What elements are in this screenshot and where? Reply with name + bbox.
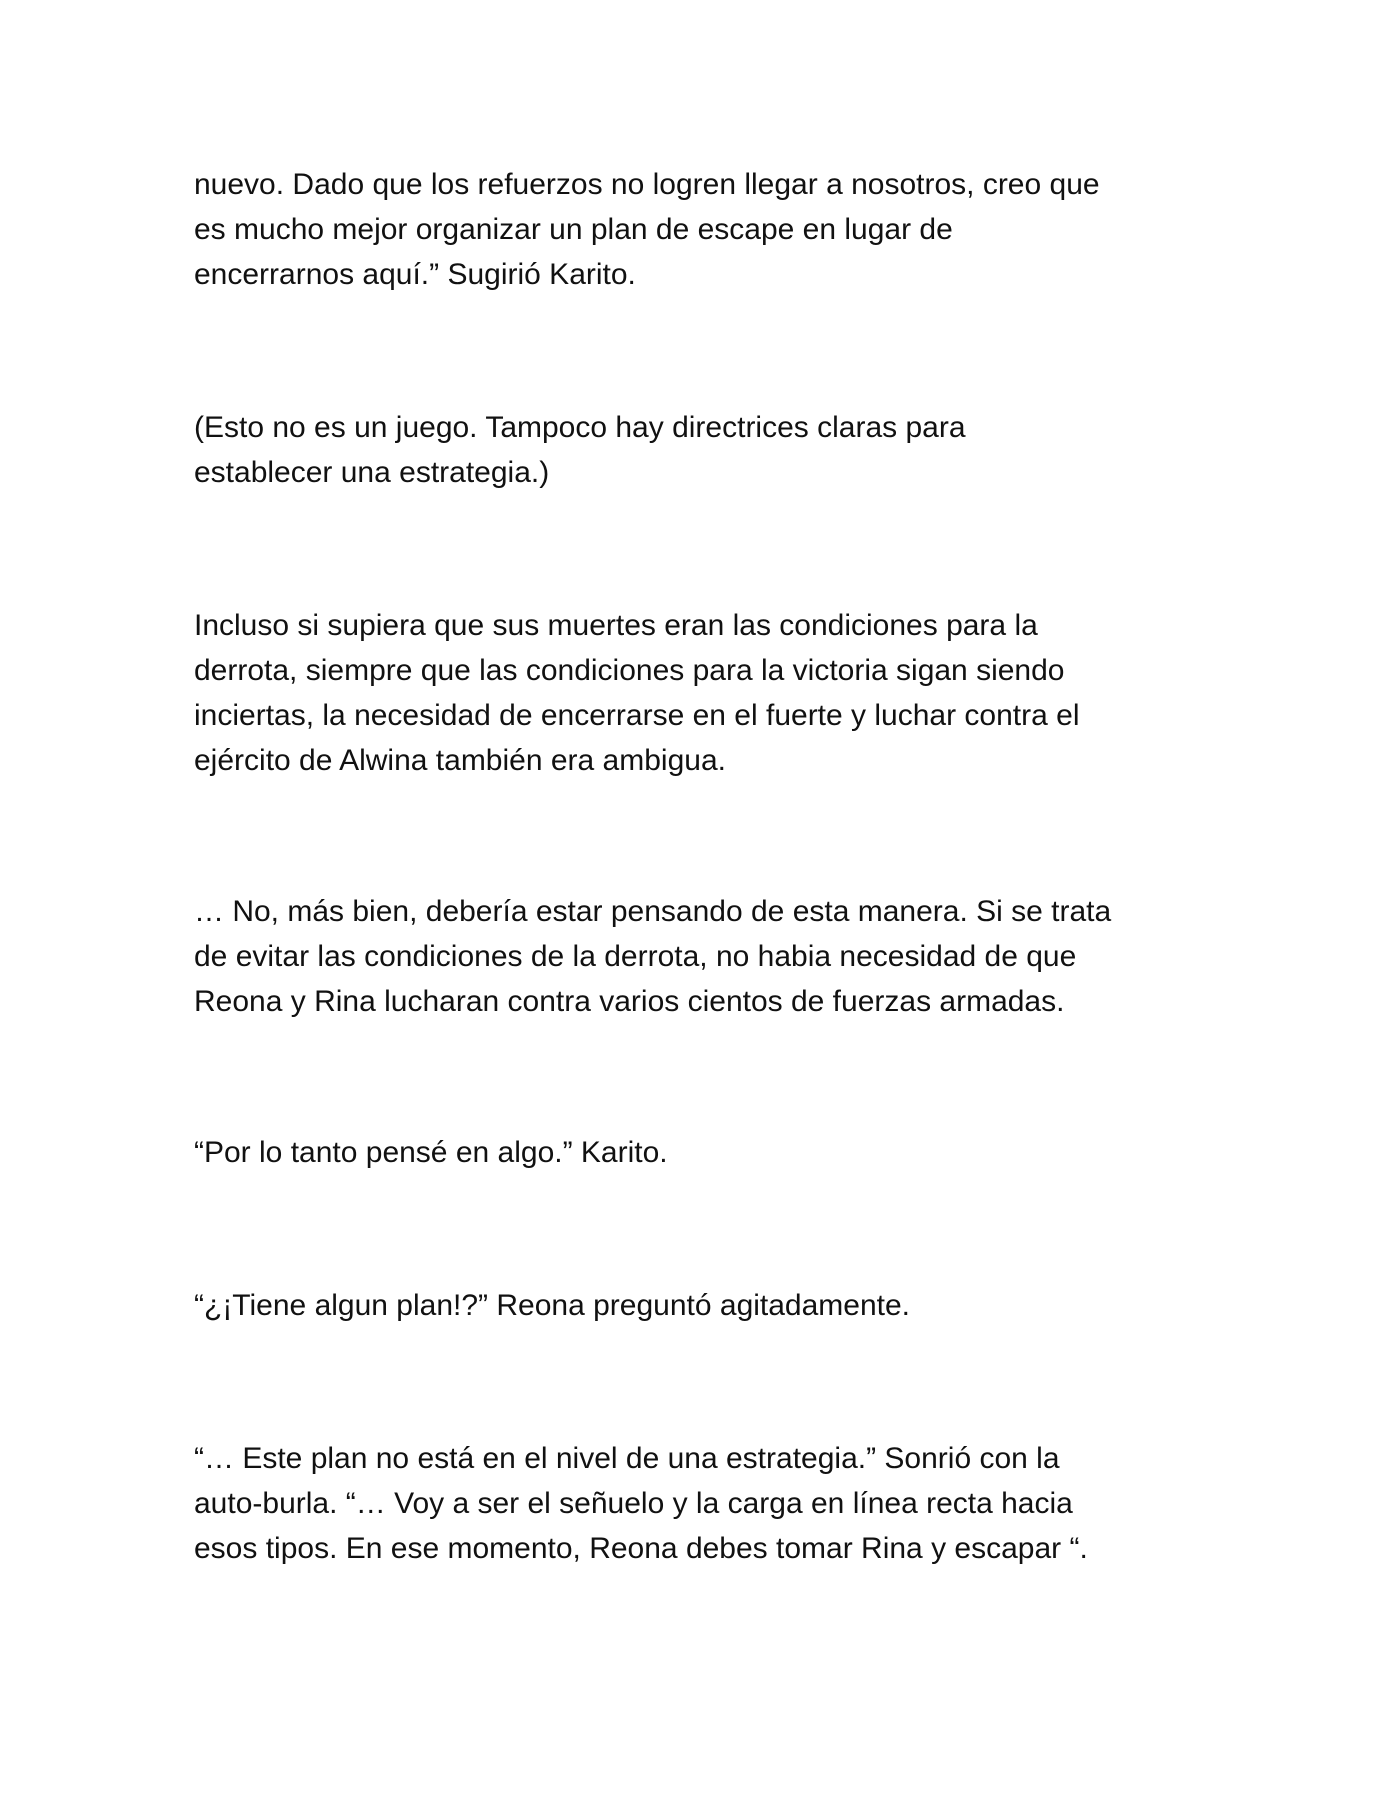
- paragraph-line: de evitar las condiciones de la derrota, no habia necesidad de que: [194, 940, 1077, 973]
- paragraph-line: derrota, siempre que las condiciones para la victoria sigan siendo: [194, 654, 1065, 687]
- paragraph-line: “Por lo tanto pensé en algo.” Karito.: [194, 1136, 668, 1169]
- paragraph-line: (Esto no es un juego. Tampoco hay directrices claras para: [194, 411, 966, 444]
- paragraph-line: Incluso si supiera que sus muertes eran las condiciones para la: [194, 609, 1038, 642]
- paragraph-line: esos tipos. En ese momento, Reona debes tomar Rina y escapar “.: [194, 1532, 1088, 1565]
- paragraph-line: inciertas, la necesidad de encerrarse en el fuerte y luchar contra el: [194, 699, 1080, 732]
- paragraph-line: nuevo. Dado que los refuerzos no logren llegar a nosotros, creo que: [194, 168, 1100, 201]
- paragraph-1: [194, 162, 1224, 297]
- paragraph-line: ejército de Alwina también era ambigua.: [194, 744, 726, 777]
- paragraph-6: [194, 1283, 1224, 1328]
- paragraph-5: [194, 1130, 1224, 1175]
- paragraph-line: “… Este plan no está en el nivel de una estrategia.” Sonrió con la: [194, 1442, 1060, 1475]
- paragraph-3: [194, 603, 1224, 783]
- paragraph-line: es mucho mejor organizar un plan de escape en lugar de: [194, 213, 953, 246]
- paragraph-line: auto-burla. “… Voy a ser el señuelo y la carga en línea recta hacia: [194, 1487, 1073, 1520]
- paragraph-7: [194, 1436, 1224, 1571]
- paragraph-4: [194, 889, 1224, 1024]
- paragraph-line: Reona y Rina lucharan contra varios cientos de fuerzas armadas.: [194, 985, 1065, 1018]
- paragraph-line: … No, más bien, debería estar pensando de esta manera. Si se trata: [194, 895, 1112, 928]
- paragraph-line: “¿¡Tiene algun plan!?” Reona preguntó agitadamente.: [194, 1289, 911, 1322]
- paragraph-line: encerrarnos aquí.” Sugirió Karito.: [194, 258, 636, 291]
- paragraph-2: [194, 405, 1224, 495]
- paragraph-line: establecer una estrategia.): [194, 456, 550, 489]
